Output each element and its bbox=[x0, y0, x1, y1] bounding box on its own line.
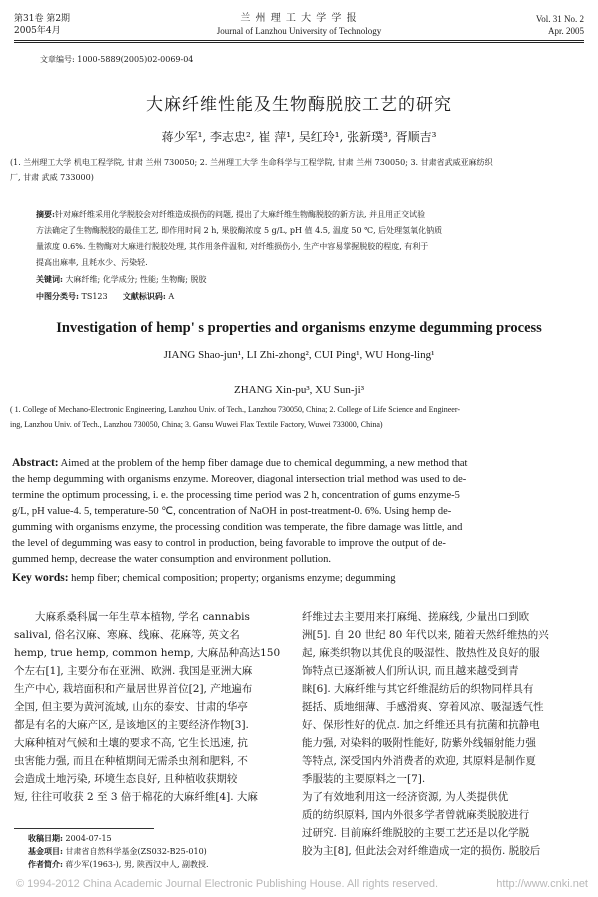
journal-name-cn: 兰 州 理 工 大 学 学 报 bbox=[240, 13, 358, 24]
affiliation-cn-line1: (1. 兰州理工大学 机电工程学院, 甘肃 兰州 730050; 2. 兰州理工大学 生命科学与工程学院, 甘肃 兰州 730050; 3. 甘肃省武威亚麻纺织 bbox=[10, 158, 493, 167]
body-left-line: 短, 往往可收获 2 至 3 倍于棉花的大麻纤维[4]. 大麻 bbox=[14, 791, 258, 803]
body-right-line: 等特点, 深受国内外消费者的欢迎, 其原料是制作夏 bbox=[302, 755, 536, 767]
journal-volume-issue: 第31卷 第2期 bbox=[14, 14, 71, 24]
body-right-line: 胶为主[8], 但此法会对纤维造成一定的损伤. 脱胶后 bbox=[302, 845, 541, 857]
abstract-cn-line3: 量浓度 0.6%. 生物酶对大麻进行脱胶处理, 其作用条件温和, 对纤维损伤小, 生产中容易掌握脱胶的程度, 有利于 bbox=[36, 242, 429, 251]
body-right-line: 能力强, 对染料的吸附性能好, 防紫外线辐射能力强 bbox=[302, 737, 536, 749]
affiliation-en-line1: ( 1. College of Mechano-Electronic Engineering, Lanzhou Univ. of Tech., Lanzhou 730050, China; 2. College of Life Science and Engineer- bbox=[10, 405, 461, 414]
body-right-line: 过研究. 目前麻纤维脱胶的主要工艺还是以化学脱 bbox=[302, 827, 530, 839]
abstract-cn bbox=[36, 206, 571, 305]
fund-text: 甘肃省自然科学基金(ZS032-B25-010) bbox=[65, 847, 207, 856]
body-right-line: 季服装的主要原料之一[7]. bbox=[302, 773, 426, 785]
body-left-line: 会造成土地污染, 环境生态良好, 且种植收获期较 bbox=[14, 773, 238, 785]
abstract-en-line1: Aimed at the problem of the hemp fiber damage due to chemical degumming, a new method that bbox=[60, 458, 468, 469]
journal-month: Apr. 2005 bbox=[548, 26, 584, 36]
title-en: Investigation of hemp' s properties and organisms enzyme degumming process bbox=[56, 320, 542, 336]
abstract-en-line2: the hemp degumming with organisms enzyme. Moreover, diagonal intersection trial method was used to de- bbox=[12, 474, 467, 485]
copyright-watermark: © 1994-2012 China Academic Journal Electronic Publishing House. All rights reserved. bbox=[16, 878, 439, 890]
body-left-line: 生产中心, 栽培面积和产量居世界首位[2], 产地遍布 bbox=[14, 683, 253, 695]
abstract-en-line5: gumming with organisms enzyme, the processing condition was temperate, the fibre damage was little, and bbox=[12, 522, 463, 533]
author-bio: 蒋少军(1963-), 男, 陕西汉中人, 副教授. bbox=[65, 860, 209, 869]
keywords-cn-label: 关键词: bbox=[36, 274, 63, 284]
site-watermark: http://www.cnki.net bbox=[496, 878, 588, 890]
abstract-cn-line1: 针对麻纤维采用化学脱胶会对纤维造成损伤的问题, 提出了大麻纤维生物酶脱胶的新方法, 并且用正交试验 bbox=[54, 210, 426, 219]
fund-label: 基金项目: bbox=[28, 846, 63, 856]
header-rule bbox=[14, 40, 584, 41]
body-right-line: 质的纺织原料, 国内外很多学者曾就麻类脱胶进行 bbox=[302, 809, 530, 821]
body-left-line: salival, 俗名汉麻、寒麻、线麻、花麻等, 英文名 bbox=[14, 629, 240, 641]
received-label: 收稿日期: bbox=[28, 833, 63, 843]
body-right-line: 洲[5]. 自 20 世纪 80 年代以来, 随着天然纤维热的兴 bbox=[302, 629, 549, 641]
doc-code-value: A bbox=[168, 292, 175, 301]
footnote bbox=[28, 832, 288, 871]
authors-en-line2: ZHANG Xin-pu³, XU Sun-ji³ bbox=[233, 384, 365, 396]
received-date: 2004-07-15 bbox=[65, 834, 112, 843]
body-left-line: 都是有名的大麻产区, 是该地区的主要经济作物[3]. bbox=[14, 719, 249, 731]
abstract-en-line3: termine the optimum processing, i. e. the processing time period was 2 h, concentration of gums enzyme-5 bbox=[12, 490, 460, 501]
body-left-line: hemp, true hemp, common hemp, 大麻品种高达150 bbox=[14, 647, 281, 659]
authors-en-line1: JIANG Shao-jun¹, LI Zhi-zhong², CUI Ping¹, WU Hong-ling¹ bbox=[163, 349, 435, 361]
clc-label: 中图分类号: bbox=[36, 291, 79, 301]
affiliation-en-line2: ing, Lanzhou Univ. of Tech., Lanzhou 730050, China; 3. Gansu Wuwei Flax Textile Factory, Wuwei 733000, China) bbox=[10, 420, 383, 429]
body-left-line: 大麻种植对气候和土壤的要求不高, 它生长迅速, 抗 bbox=[14, 737, 248, 749]
title-cn: 大麻纤维性能及生物酶脱胶工艺的研究 bbox=[146, 95, 452, 115]
keywords-en-label: Key words: bbox=[12, 572, 69, 584]
keywords-en: hemp fiber; chemical composition; property; organisms enzyme; degumming bbox=[71, 573, 396, 584]
footnote-rule bbox=[14, 828, 154, 829]
abstract-en bbox=[12, 455, 587, 587]
body-right-line: 挺括、质地细薄、手感滑爽、穿着风凉、吸湿透气性 bbox=[302, 701, 544, 713]
abstract-en-line7: gummed hemp, decrease the water consumption and environment pollution. bbox=[12, 554, 331, 565]
clc-value: TS123 bbox=[81, 292, 108, 301]
body-right-line: 好、保形性好的优点. 加之纤维还具有抗菌和抗静电 bbox=[302, 719, 540, 731]
journal-name-en: Journal of Lanzhou University of Technology bbox=[216, 26, 382, 36]
abstract-en-line4: g/L, pH value-4. 5, temperature-50 ℃, concentration of NaOH in post-treatment-0. 6%. Using hemp de- bbox=[12, 506, 452, 517]
body-column-left bbox=[14, 608, 286, 806]
abstract-en-line6: the level of degumming was easy to control in production, being favorable to improve the output of de- bbox=[12, 538, 446, 549]
body-right-line: 睐[6]. 大麻纤维与其它纤维混纺后的织物同样具有 bbox=[302, 683, 534, 695]
body-left-line: 大麻系桑科属一年生草本植物, 学名 cannabis bbox=[35, 611, 250, 623]
body-right-line: 起, 麻类织物以其优良的吸湿性、散热性及良好的服 bbox=[302, 647, 540, 659]
body-left-line: 个左右[1], 主要分布在亚洲、欧洲. 我国是亚洲大麻 bbox=[14, 665, 253, 677]
body-right-line: 为了有效地利用这一经济资源, 为人类提供优 bbox=[302, 791, 509, 803]
body-left-line: 全国, 但主要为黄河流域, 山东的泰安、甘肃的华亭 bbox=[14, 701, 248, 713]
keywords-cn: 大麻纤维; 化学成分; 性能; 生物酶; 脱胶 bbox=[65, 275, 207, 284]
body-column-right bbox=[302, 608, 586, 860]
body-left-line: 虫害能力强, 而且在种植期间无需杀虫剂和肥料, 不 bbox=[14, 755, 248, 767]
abstract-en-label: Abstract: bbox=[12, 457, 59, 469]
header-rule-2 bbox=[14, 42, 584, 43]
authors-cn: 蒋少军¹, 李志忠², 崔 萍¹, 吴红玲¹, 张新璞³, 胥顺吉³ bbox=[161, 130, 437, 144]
journal-date: 2005年4月 bbox=[14, 26, 61, 36]
author-bio-label: 作者简介: bbox=[28, 859, 63, 869]
abstract-cn-line4: 提高出麻率, 且耗水少、污染轻. bbox=[36, 258, 148, 267]
article-number: 文章编号: 1000-5889(2005)02-0069-04 bbox=[40, 55, 194, 64]
abstract-cn-line2: 方法确定了生物酶脱胶的最佳工艺, 即作用时间 2 h, 果胶酶浓度 5 g/L, pH 值 4.5, 温度 50 ℃, 后处理氢氧化钠质 bbox=[36, 226, 443, 235]
journal-vol-no: Vol. 31 No. 2 bbox=[535, 14, 584, 24]
doc-code-label: 文献标识码: bbox=[122, 291, 166, 301]
body-right-line: 饰特点已逐渐被人们所认识, 而且越来越受到青 bbox=[302, 665, 519, 677]
affiliation-cn-line2: 厂, 甘肃 武威 733000) bbox=[10, 173, 94, 182]
body-right-line: 纤维过去主要用来打麻绳、搓麻线, 少量出口到欧 bbox=[302, 611, 530, 623]
abstract-cn-label: 摘要: bbox=[36, 209, 55, 219]
